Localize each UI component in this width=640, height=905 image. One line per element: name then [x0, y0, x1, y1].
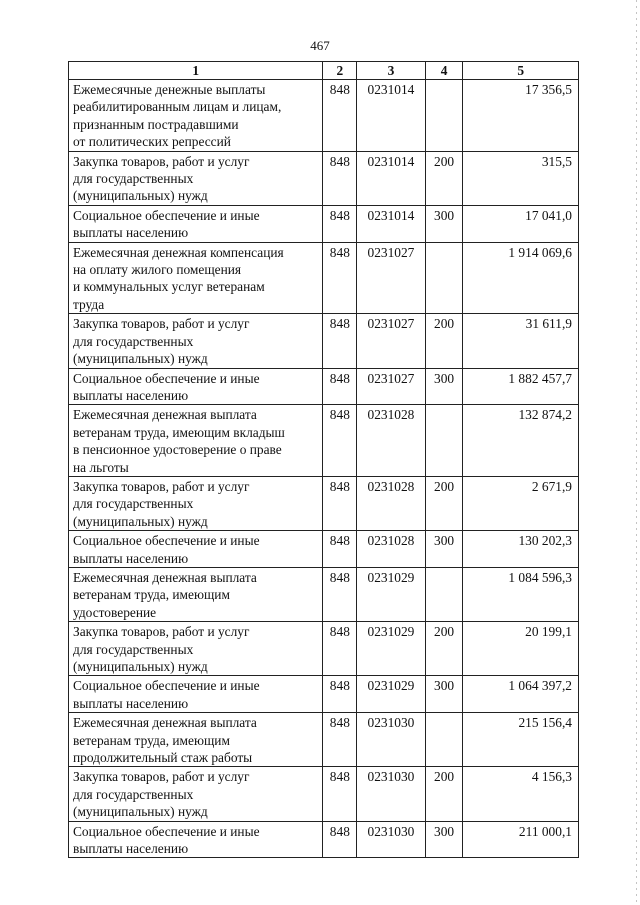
row-article-cell: 0231027	[357, 242, 425, 314]
table-row	[69, 405, 579, 477]
row-amount-cell: 215 156,4	[463, 713, 579, 767]
header-col-2: 2	[323, 62, 357, 80]
row-name-cell: Социальное обеспечение и иные выплаты населению	[69, 676, 323, 713]
scan-edge-line	[636, 0, 637, 905]
header-col-4: 4	[425, 62, 463, 80]
row-ministry-cell: 848	[323, 314, 357, 368]
row-type-cell: 200	[425, 622, 463, 676]
row-name-cell: Социальное обеспечение и иные выплаты населению	[69, 368, 323, 405]
row-amount-cell: 211 000,1	[463, 821, 579, 858]
row-article-cell: 0231029	[357, 622, 425, 676]
row-name-cell: Закупка товаров, работ и услуг для государственных (муниципальных) нужд	[69, 151, 323, 205]
row-type-cell: 200	[425, 151, 463, 205]
row-name-cell: Закупка товаров, работ и услуг для государственных (муниципальных) нужд	[69, 622, 323, 676]
row-type-cell: 300	[425, 676, 463, 713]
row-type-cell	[425, 567, 463, 621]
table-row	[69, 821, 579, 858]
row-article-cell: 0231028	[357, 476, 425, 530]
row-amount-cell: 1 882 457,7	[463, 368, 579, 405]
row-name-cell: Социальное обеспечение и иные выплаты населению	[69, 531, 323, 568]
row-amount-cell: 17 041,0	[463, 205, 579, 242]
row-amount-cell: 1 064 397,2	[463, 676, 579, 713]
row-amount-cell: 20 199,1	[463, 622, 579, 676]
table-row	[69, 676, 579, 713]
row-type-cell: 200	[425, 767, 463, 821]
row-amount-cell: 1 084 596,3	[463, 567, 579, 621]
row-article-cell: 0231014	[357, 205, 425, 242]
table-header-row	[69, 62, 579, 80]
row-article-cell: 0231030	[357, 767, 425, 821]
row-name-cell: Ежемесячная денежная компенсация на оплату жилого помещения и коммунальных услуг ветеранам труда	[69, 242, 323, 314]
row-type-cell	[425, 80, 463, 152]
table-row	[69, 314, 579, 368]
header-col-3: 3	[357, 62, 425, 80]
row-ministry-cell: 848	[323, 767, 357, 821]
row-type-cell: 300	[425, 205, 463, 242]
row-ministry-cell: 848	[323, 531, 357, 568]
table-row	[69, 567, 579, 621]
header-col-1: 1	[69, 62, 323, 80]
row-name-cell: Закупка товаров, работ и услуг для государственных (муниципальных) нужд	[69, 476, 323, 530]
row-amount-cell: 130 202,3	[463, 531, 579, 568]
table-row	[69, 767, 579, 821]
row-name-cell: Социальное обеспечение и иные выплаты населению	[69, 821, 323, 858]
row-article-cell: 0231028	[357, 531, 425, 568]
row-article-cell: 0231029	[357, 567, 425, 621]
row-ministry-cell: 848	[323, 405, 357, 477]
row-amount-cell: 315,5	[463, 151, 579, 205]
budget-table	[68, 61, 579, 858]
row-article-cell: 0231030	[357, 713, 425, 767]
row-ministry-cell: 848	[323, 821, 357, 858]
row-article-cell: 0231014	[357, 80, 425, 152]
row-amount-cell: 4 156,3	[463, 767, 579, 821]
table-row	[69, 476, 579, 530]
row-article-cell: 0231027	[357, 368, 425, 405]
row-name-cell: Закупка товаров, работ и услуг для государственных (муниципальных) нужд	[69, 767, 323, 821]
table-row	[69, 368, 579, 405]
row-type-cell: 200	[425, 476, 463, 530]
row-ministry-cell: 848	[323, 368, 357, 405]
row-type-cell: 200	[425, 314, 463, 368]
row-type-cell	[425, 713, 463, 767]
row-amount-cell: 31 611,9	[463, 314, 579, 368]
row-type-cell	[425, 405, 463, 477]
table-row	[69, 242, 579, 314]
table-body	[69, 80, 579, 858]
row-ministry-cell: 848	[323, 567, 357, 621]
page-number: 467	[310, 38, 330, 53]
row-name-cell: Ежемесячная денежная выплата ветеранам труда, имеющим удостоверение	[69, 567, 323, 621]
table-row	[69, 80, 579, 152]
row-name-cell: Ежемесячная денежная выплата ветеранам труда, имеющим вкладыш в пенсионное удостоверение о праве на льготы	[69, 405, 323, 477]
row-ministry-cell: 848	[323, 713, 357, 767]
row-amount-cell: 17 356,5	[463, 80, 579, 152]
row-article-cell: 0231028	[357, 405, 425, 477]
row-ministry-cell: 848	[323, 205, 357, 242]
table-row	[69, 713, 579, 767]
row-name-cell: Ежемесячная денежная выплата ветеранам труда, имеющим продолжительный стаж работы	[69, 713, 323, 767]
header-col-5: 5	[463, 62, 579, 80]
row-amount-cell: 132 874,2	[463, 405, 579, 477]
table-row	[69, 531, 579, 568]
row-ministry-cell: 848	[323, 242, 357, 314]
row-ministry-cell: 848	[323, 676, 357, 713]
row-amount-cell: 1 914 069,6	[463, 242, 579, 314]
row-ministry-cell: 848	[323, 151, 357, 205]
table-row	[69, 622, 579, 676]
table-row	[69, 151, 579, 205]
row-ministry-cell: 848	[323, 622, 357, 676]
row-ministry-cell: 848	[323, 476, 357, 530]
row-type-cell: 300	[425, 368, 463, 405]
row-name-cell: Ежемесячные денежные выплаты реабилитированным лицам и лицам, признанным пострадавшими от политических репрессий	[69, 80, 323, 152]
row-article-cell: 0231027	[357, 314, 425, 368]
row-ministry-cell: 848	[323, 80, 357, 152]
row-amount-cell: 2 671,9	[463, 476, 579, 530]
row-article-cell: 0231014	[357, 151, 425, 205]
row-name-cell: Закупка товаров, работ и услуг для государственных (муниципальных) нужд	[69, 314, 323, 368]
row-name-cell: Социальное обеспечение и иные выплаты населению	[69, 205, 323, 242]
row-type-cell: 300	[425, 821, 463, 858]
row-type-cell: 300	[425, 531, 463, 568]
row-type-cell	[425, 242, 463, 314]
row-article-cell: 0231030	[357, 821, 425, 858]
row-article-cell: 0231029	[357, 676, 425, 713]
table-row	[69, 205, 579, 242]
